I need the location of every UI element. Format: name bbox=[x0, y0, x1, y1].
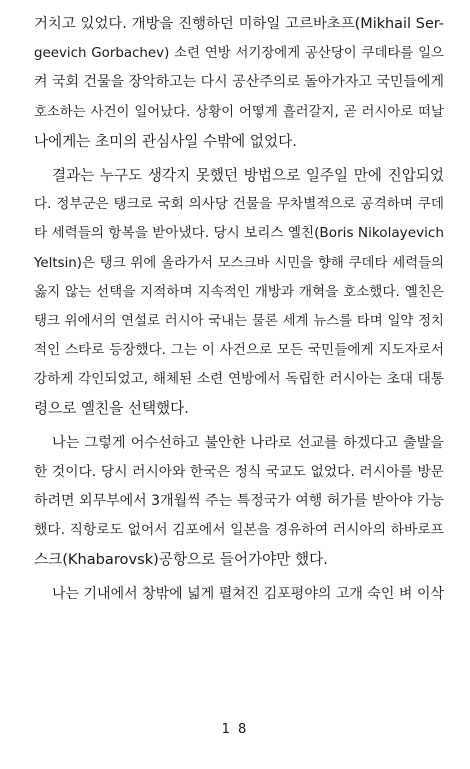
text-line: 했다. 직항로도 없어서 김포에서 일본을 경유하여 러시아의 하바로프 bbox=[34, 522, 444, 539]
text-line: geevich Gorbachev) 소련 연방 서기장에게 공산당이 쿠데타를 일으 bbox=[34, 46, 444, 62]
text-line: 나는 기내에서 창밖에 넓게 펼쳐진 김포평야의 고개 숙인 벼 이삭 bbox=[52, 585, 444, 602]
text-line: 령으로 옐친을 선택했다. bbox=[34, 400, 189, 418]
text-line: 강하게 각인되었고, 해체된 소련 연방에서 독립한 러시아는 초대 대통 bbox=[34, 371, 444, 388]
text-line: Yeltsin)은 탱크 위에 올라가서 모스크바 시민을 향해 쿠데타 세력들의 bbox=[34, 255, 444, 271]
text-line: 다. 정부군은 탱크로 국회 의사당 건물을 무차별적으로 공격하며 쿠데 bbox=[34, 196, 444, 213]
body-text bbox=[34, 10, 444, 609]
text-line: 탱크 위에서의 연설로 러시아 국내는 물론 세계 뉴스를 타며 일약 정치 bbox=[34, 313, 444, 329]
text-line: 한 것이다. 당시 러시아와 한국은 정식 국교도 없었다. 러시아를 방문 bbox=[34, 463, 444, 480]
text-line: 거치고 있었다. 개방을 진행하던 미하일 고르바초프(Mikhail Ser- bbox=[34, 16, 444, 32]
text-line: 타 세력들의 항복을 받아냈다. 당시 보리스 옐친(Boris Nikolayevich bbox=[34, 225, 444, 242]
text-line: 나에게는 초미의 관심사일 수밖에 없었다. bbox=[34, 132, 297, 150]
text-line: 결과는 누구도 생각지 못했던 방법으로 일주일 만에 진압되었 bbox=[52, 166, 444, 184]
text-line: 적인 스타로 등장했다. 그는 이 사건으로 모든 국민들에게 지도자로서 bbox=[34, 342, 444, 359]
text-line: 하려면 외무부에서 3개월씩 주는 특정국가 여행 허가를 받아야 가능 bbox=[34, 493, 444, 509]
paragraph bbox=[34, 429, 444, 575]
paragraph bbox=[34, 580, 444, 609]
text-line: 스크(Khabarovsk)공항으로 들어가야만 했다. bbox=[34, 551, 328, 569]
text-line: 옳지 않는 선택을 지적하며 지속적인 개방과 개혁을 호소했다. 옐친은 bbox=[34, 283, 444, 300]
paragraph bbox=[34, 10, 444, 156]
text-line: 호소하는 사건이 일어났다. 상황이 어떻게 흘러갈지, 곧 러시아로 떠날 bbox=[34, 104, 444, 120]
text-line: 나는 그렇게 어수선하고 불안한 나라로 선교를 하겠다고 출발을 bbox=[52, 434, 444, 451]
text-line: 켜 국회 건물을 장악하고는 다시 공산주의로 돌아가자고 국민들에게 bbox=[34, 74, 444, 91]
page-number: 1 8 bbox=[221, 722, 249, 737]
paragraph bbox=[34, 161, 444, 424]
